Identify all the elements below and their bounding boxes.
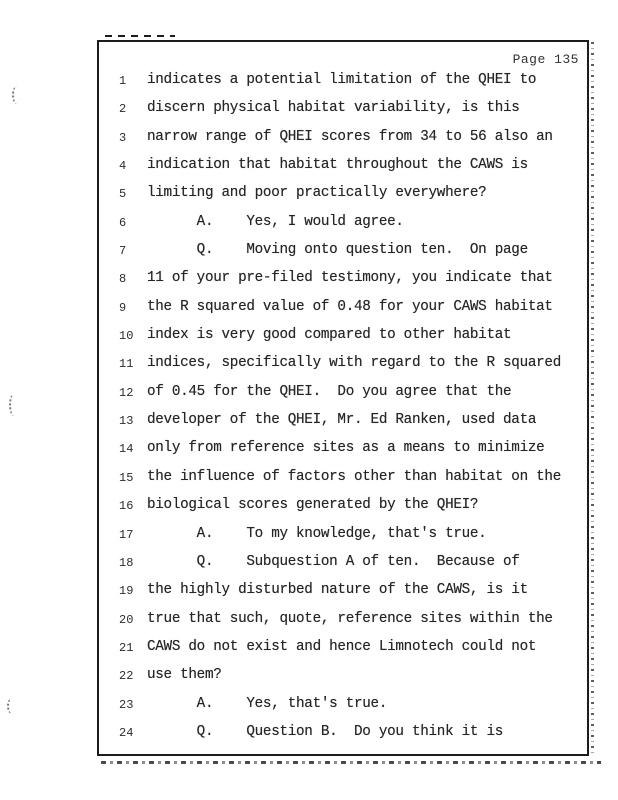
- transcript-line: [99, 554, 587, 582]
- line-number: 8: [119, 272, 127, 287]
- transcript-line: [99, 611, 587, 639]
- line-number: 19: [119, 584, 134, 599]
- line-text: of 0.45 for the QHEI. Do you agree that the: [147, 383, 512, 400]
- line-text: narrow range of QHEI scores from 34 to 56 also an: [147, 128, 553, 145]
- line-text: index is very good compared to other habitat: [147, 327, 512, 344]
- transcript-lines: [99, 72, 587, 752]
- scan-margin-mark: [9, 394, 19, 416]
- line-number: 7: [119, 244, 127, 259]
- line-text: indices, specifically with regard to the R squared: [147, 355, 561, 372]
- transcript-border-box: [97, 40, 589, 756]
- line-number: 14: [119, 442, 134, 457]
- transcript-line: [99, 299, 587, 327]
- line-number: 24: [119, 725, 134, 740]
- line-text: only from reference sites as a means to minimize: [147, 440, 545, 457]
- transcript-line: [99, 639, 587, 667]
- line-number: 10: [119, 329, 134, 344]
- line-text: true that such, quote, reference sites within the: [147, 610, 553, 627]
- line-number: 21: [119, 640, 134, 655]
- transcript-line: [99, 497, 587, 525]
- transcript-line: [99, 270, 587, 298]
- line-number: 23: [119, 697, 134, 712]
- line-text: Q. Question B. Do you think it is: [147, 723, 504, 740]
- transcript-line: [99, 72, 587, 100]
- line-text: 11 of your pre-filed testimony, you indicate that: [147, 270, 553, 287]
- transcript-line: [99, 129, 587, 157]
- transcript-line: [99, 526, 587, 554]
- line-text: biological scores generated by the QHEI?: [147, 497, 479, 514]
- transcript-line: [99, 100, 587, 128]
- transcript-line: [99, 157, 587, 185]
- scan-dash-artifact: [101, 761, 601, 764]
- line-number: 3: [119, 130, 127, 145]
- line-text: A. To my knowledge, that's true.: [147, 525, 487, 542]
- line-number: 9: [119, 300, 127, 315]
- transcript-line: [99, 440, 587, 468]
- line-text: the influence of factors other than habitat on the: [147, 468, 561, 485]
- transcript-line: [99, 667, 587, 695]
- scan-edge-noise: [591, 42, 594, 756]
- line-number: 16: [119, 499, 134, 514]
- line-number: 22: [119, 669, 134, 684]
- line-number: 11: [119, 357, 134, 372]
- line-number: 1: [119, 74, 127, 88]
- transcript-line: [99, 582, 587, 610]
- line-number: 17: [119, 527, 134, 542]
- line-text: indicates a potential limitation of the QHEI to: [147, 72, 537, 88]
- transcript-line: [99, 214, 587, 242]
- transcript-line: [99, 327, 587, 355]
- scan-margin-mark: [12, 86, 22, 104]
- line-number: 2: [119, 102, 127, 117]
- line-text: use them?: [147, 667, 222, 684]
- line-text: A. Yes, I would agree.: [147, 213, 404, 230]
- transcript-line: [99, 724, 587, 752]
- transcript-line: [99, 242, 587, 270]
- line-text: the R squared value of 0.48 for your CAWS habitat: [147, 298, 553, 315]
- line-text: CAWS do not exist and hence Limnotech could not: [147, 638, 537, 655]
- line-text: limiting and poor practically everywhere?: [147, 185, 487, 202]
- line-number: 5: [119, 187, 127, 202]
- line-text: Q. Moving onto question ten. On page: [147, 242, 528, 259]
- transcript-line: [99, 696, 587, 724]
- transcript-line: [99, 355, 587, 383]
- line-number: 12: [119, 385, 134, 400]
- transcript-line: [99, 384, 587, 412]
- line-number: 15: [119, 470, 134, 485]
- line-number: 13: [119, 414, 134, 429]
- line-text: indication that habitat throughout the CAWS is: [147, 157, 528, 174]
- line-text: developer of the QHEI, Mr. Ed Ranken, used data: [147, 412, 537, 429]
- transcript-line: [99, 412, 587, 440]
- line-text: discern physical habitat variability, is this: [147, 100, 520, 117]
- transcript-line: [99, 185, 587, 213]
- line-text: A. Yes, that's true.: [147, 695, 388, 712]
- line-number: 4: [119, 159, 127, 174]
- line-number: 6: [119, 215, 127, 230]
- scan-dash-artifact: [105, 35, 175, 37]
- line-number: 20: [119, 612, 134, 627]
- line-number: 18: [119, 555, 134, 570]
- scan-margin-mark: [7, 698, 17, 714]
- line-text: the highly disturbed nature of the CAWS, is it: [147, 582, 528, 599]
- page-number-label: Page 135: [512, 52, 579, 67]
- line-text: Q. Subquestion A of ten. Because of: [147, 553, 520, 570]
- transcript-line: [99, 469, 587, 497]
